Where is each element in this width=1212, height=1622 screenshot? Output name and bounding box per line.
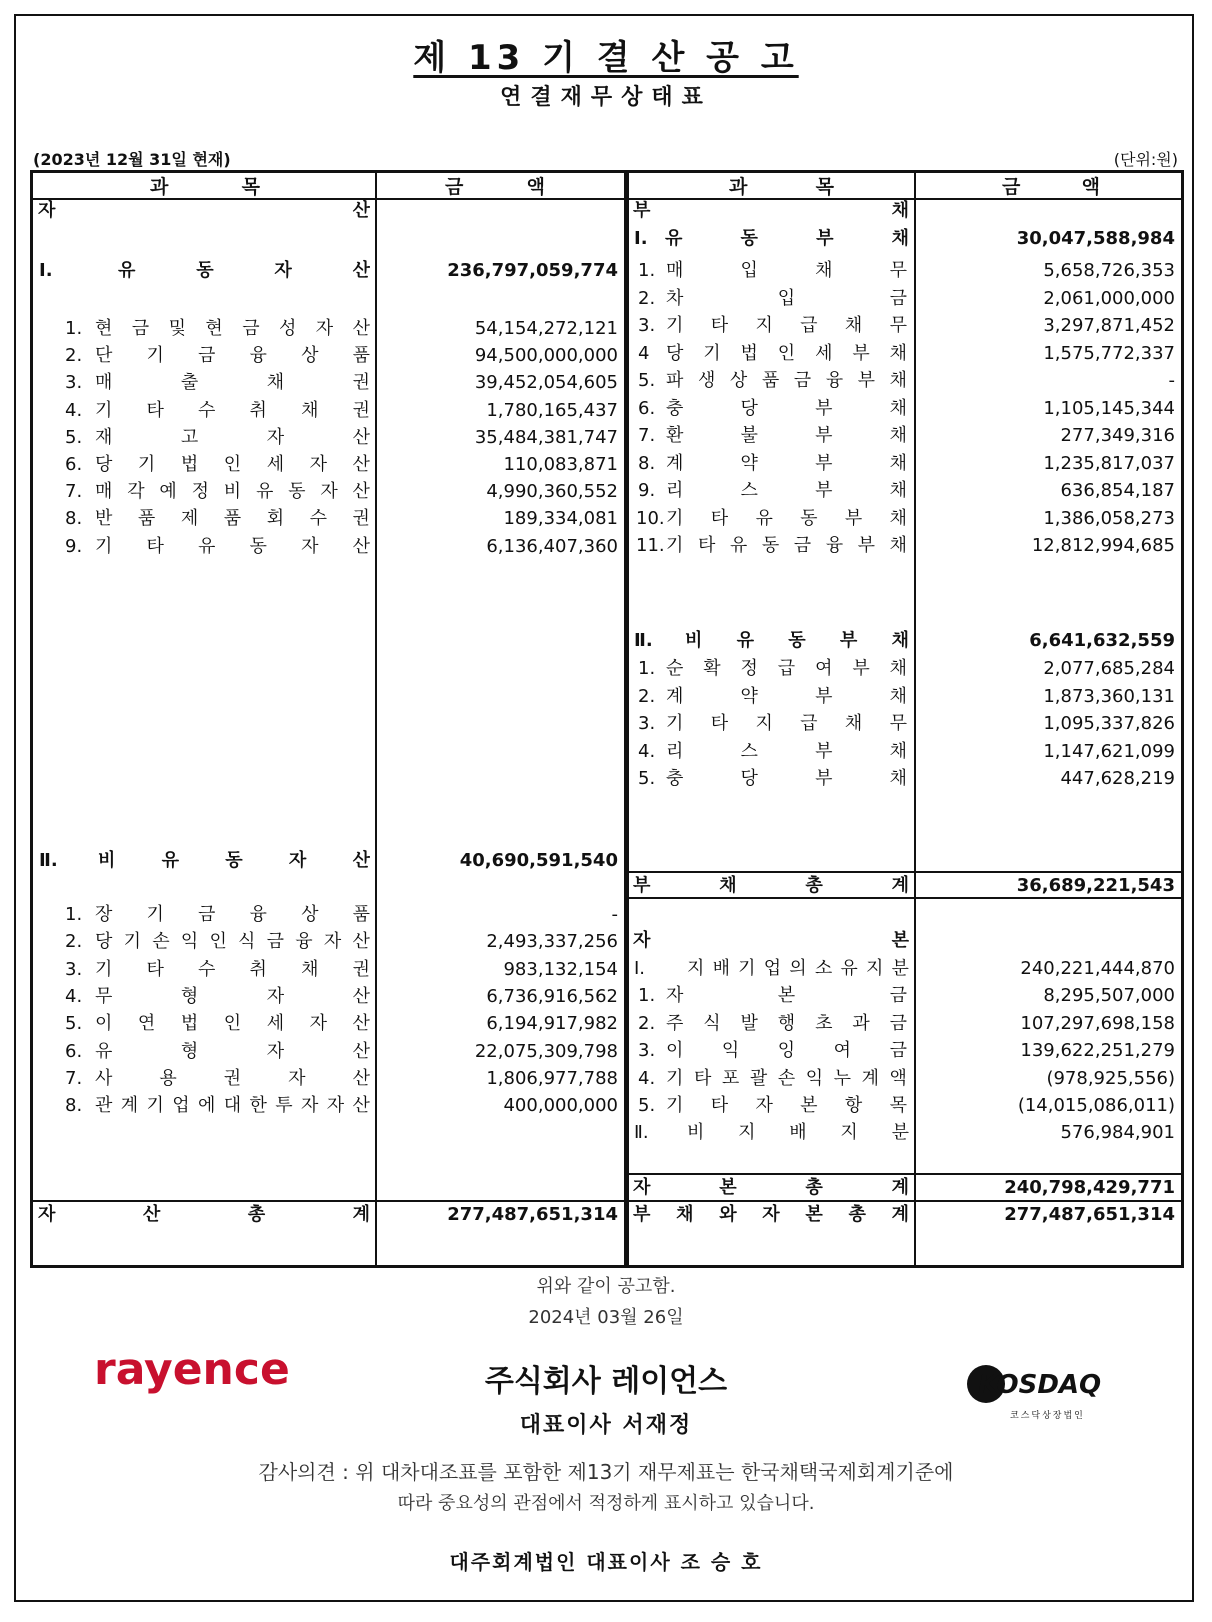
section-numeral: Ⅰ. <box>634 958 646 979</box>
row-label: 부 채 와 자 본 총 계 <box>633 1204 909 1225</box>
notice-title: 제 13 기 결 산 공 고 <box>413 38 799 78</box>
row-label: 비 지 배 지 분 <box>687 1122 909 1143</box>
amount-value: 22,075,309,798 <box>474 1040 618 1062</box>
header-amount: 금 액 <box>445 176 545 198</box>
amount-value: 35,484,381,747 <box>474 426 618 448</box>
amount-value: 5,658,726,353 <box>1043 260 1175 281</box>
row-number: 5. <box>638 768 656 789</box>
row-label: 자 본 금 <box>666 985 907 1006</box>
audit-opinion-line1: 감사의견 : 위 대차대조표를 포함한 제13기 재무제표는 한국채택국제회계기준에 <box>258 1460 954 1484</box>
row-label: 기 타 유 동 금 융 부 채 <box>666 535 907 556</box>
header-amount: 금 액 <box>1002 176 1100 198</box>
row-number: 8. <box>638 452 656 474</box>
amount-value: 447,628,219 <box>1060 768 1175 789</box>
row-label: 자 산 총 계 <box>38 1204 370 1225</box>
row-number: 6. <box>65 454 83 475</box>
row-number: 7. <box>65 481 83 503</box>
amount-value: 1,235,817,037 <box>1043 452 1175 474</box>
amount-value: 277,487,651,314 <box>1004 1204 1175 1225</box>
row-label: 매 입 채 무 <box>666 260 907 281</box>
auditor-signature: 대주회계법인 대표이사 조 승 호 <box>449 1550 763 1574</box>
row-label: 기 타 유 동 부 채 <box>666 507 907 529</box>
row-label: 리 스 부 채 <box>666 480 907 501</box>
amount-value: 54,154,272,121 <box>474 318 618 339</box>
amount-value: 636,854,187 <box>1060 480 1175 501</box>
row-number: 3. <box>65 958 83 980</box>
row-label: 무 형 자 산 <box>95 985 370 1007</box>
row-number: 5. <box>638 1095 656 1116</box>
company-name: 주식회사 레이언스 <box>484 1364 728 1399</box>
amount-value: 139,622,251,279 <box>1020 1040 1175 1061</box>
amount-value: 94,500,000,000 <box>474 345 618 367</box>
row-number: 4. <box>65 399 83 421</box>
row-label: 계 약 부 채 <box>666 452 907 474</box>
row-label: 기 타 수 취 채 권 <box>95 399 370 421</box>
as-of-date: (2023년 12월 31일 현재) <box>33 150 231 169</box>
row-label: 관 계 기 업 에 대 한 투 자 자 산 <box>95 1095 370 1117</box>
row-label: 기 타 유 동 자 산 <box>95 535 370 557</box>
row-number: 3. <box>638 1040 656 1061</box>
row-label: 부 채 <box>633 200 909 221</box>
amount-value: 983,132,154 <box>503 958 618 980</box>
row-label: 이 익 잉 여 금 <box>666 1040 907 1061</box>
row-label: 순 확 정 급 여 부 채 <box>666 658 907 679</box>
row-number: 11. <box>636 535 665 556</box>
row-label: 매 각 예 정 비 유 동 자 산 <box>95 481 370 503</box>
row-label: 자 본 <box>633 930 909 951</box>
section-numeral: Ⅱ. <box>634 630 653 651</box>
row-number: 9. <box>65 535 83 557</box>
row-number: 1. <box>638 260 656 281</box>
amount-value: 400,000,000 <box>503 1095 618 1117</box>
row-label: 부 채 총 계 <box>633 875 909 896</box>
row-number: 6. <box>638 397 656 419</box>
amount-value: 6,641,632,559 <box>1029 630 1175 651</box>
liabilities-equity-table <box>627 170 1184 1268</box>
amount-value: 1,806,977,788 <box>486 1067 618 1089</box>
amount-value: 2,061,000,000 <box>1043 287 1175 309</box>
row-number: 7. <box>65 1067 83 1089</box>
row-label: 유 형 자 산 <box>95 1040 370 1062</box>
section-numeral: Ⅱ. <box>39 850 58 871</box>
row-label: 계 약 부 채 <box>666 685 907 707</box>
row-label: 기 타 수 취 채 권 <box>95 958 370 980</box>
section-numeral: Ⅱ. <box>634 1122 649 1143</box>
statement-title: 연결재무상태표 <box>500 85 712 110</box>
row-number: 3. <box>638 713 656 734</box>
row-number: 3. <box>638 315 656 336</box>
amount-value: 277,487,651,314 <box>447 1204 618 1225</box>
header-item: 과 목 <box>729 176 834 198</box>
ceo-name: 대표이사 서재정 <box>519 1413 693 1438</box>
row-number: 2. <box>65 931 83 953</box>
row-label: 비 유 동 자 산 <box>98 850 370 871</box>
amount-value: 12,812,994,685 <box>1031 535 1175 556</box>
amount-value: 6,736,916,562 <box>486 985 618 1007</box>
row-label: 사 용 권 자 산 <box>95 1067 370 1089</box>
row-label: 충 당 부 채 <box>666 768 907 789</box>
amount-value: 6,136,407,360 <box>486 535 618 557</box>
row-label: 당 기 손 익 인 식 금 융 자 산 <box>95 931 370 953</box>
amount-value: 36,689,221,543 <box>1016 875 1175 896</box>
row-number: 1. <box>638 658 656 679</box>
row-number: 4. <box>638 1067 656 1089</box>
section-numeral: Ⅰ. <box>39 260 53 281</box>
row-number: 7. <box>638 425 656 446</box>
amount-value: 189,334,081 <box>503 508 618 530</box>
row-number: 4. <box>638 740 656 762</box>
row-label: 유 동 자 산 <box>118 260 370 281</box>
amount-value: 2,077,685,284 <box>1043 658 1175 679</box>
row-number: 2. <box>638 287 656 309</box>
amount-value: 110,083,871 <box>503 454 618 475</box>
row-number: 5. <box>65 426 83 448</box>
amount-value: 1,780,165,437 <box>486 399 618 421</box>
row-label: 차 입 금 <box>666 287 907 309</box>
amount-value: 2,493,337,256 <box>486 931 618 953</box>
row-label: 장 기 금 융 상 품 <box>95 904 370 925</box>
header-item: 과 목 <box>150 176 260 198</box>
row-label: 비 유 동 부 채 <box>685 630 909 651</box>
row-number: 3. <box>65 372 83 394</box>
assets-table <box>30 170 627 1268</box>
row-number: 4 <box>638 342 650 364</box>
amount-value: 277,349,316 <box>1060 425 1175 446</box>
unit-label: (단위:원) <box>1113 150 1178 169</box>
row-number: 2. <box>638 1012 656 1034</box>
row-number: 4. <box>65 985 83 1007</box>
row-label: 자 본 총 계 <box>633 1177 909 1198</box>
announcement-date: 2024년 03월 26일 <box>528 1307 684 1328</box>
amount-value: (14,015,086,011) <box>1017 1095 1175 1116</box>
row-number: 2. <box>65 345 83 367</box>
amount-value: 1,147,621,099 <box>1043 740 1175 762</box>
row-number: 1. <box>65 904 83 925</box>
amount-value: 4,990,360,552 <box>486 481 618 503</box>
amount-value: 30,047,588,984 <box>1016 228 1175 249</box>
row-label: 리 스 부 채 <box>666 740 907 762</box>
section-numeral: Ⅰ. <box>634 228 648 249</box>
row-label: 기 타 지 급 채 무 <box>666 713 907 734</box>
row-number: 6. <box>65 1040 83 1062</box>
amount-value: 6,194,917,982 <box>486 1013 618 1035</box>
row-label: 지 배 기 업 의 소 유 지 분 <box>687 958 909 979</box>
row-label: 매 출 채 권 <box>95 372 370 394</box>
amount-value: 1,386,058,273 <box>1043 507 1175 529</box>
row-label: 반 품 제 품 회 수 권 <box>95 508 370 530</box>
row-label: 기 타 포 괄 손 익 누 계 액 <box>666 1067 907 1089</box>
row-number: 2. <box>638 685 656 707</box>
amount-value: 40,690,591,540 <box>459 850 618 871</box>
row-label: 파 생 상 품 금 융 부 채 <box>666 370 907 391</box>
row-label: 자 산 <box>38 200 370 221</box>
row-number: 10. <box>636 507 665 529</box>
row-number: 1. <box>638 985 656 1006</box>
row-label: 유 동 부 채 <box>665 228 909 249</box>
amount-value: 1,873,360,131 <box>1043 685 1175 707</box>
amount-value: 240,221,444,870 <box>1020 958 1175 979</box>
amount-value: 236,797,059,774 <box>447 260 618 281</box>
amount-value: 1,105,145,344 <box>1043 397 1175 419</box>
row-number: 1. <box>65 318 83 339</box>
row-label: 충 당 부 채 <box>666 397 907 419</box>
amount-value: 39,452,054,605 <box>474 372 618 394</box>
amount-value: 107,297,698,158 <box>1020 1012 1175 1034</box>
row-number: 9. <box>638 480 656 501</box>
row-label: 현 금 및 현 금 성 자 산 <box>95 318 370 339</box>
row-label: 이 연 법 인 세 자 산 <box>95 1013 370 1035</box>
amount-value: 576,984,901 <box>1060 1122 1175 1143</box>
kosdaq-subtext: 코스닥상장법인 <box>1010 1411 1085 1421</box>
amount-value: 1,575,772,337 <box>1043 342 1175 364</box>
audit-opinion-line2: 따라 중요성의 관점에서 적정하게 표시하고 있습니다. <box>397 1493 815 1514</box>
row-number: 5. <box>638 370 656 391</box>
row-label: 기 타 지 급 채 무 <box>666 315 907 336</box>
row-label: 단 기 금 융 상 품 <box>95 345 370 367</box>
row-label: 환 불 부 채 <box>666 425 907 446</box>
amount-value: 240,798,429,771 <box>1004 1177 1175 1198</box>
kosdaq-wordmark: KOSDAQ <box>978 1370 1102 1400</box>
amount-value: 8,295,507,000 <box>1043 985 1175 1006</box>
row-label: 주 식 발 행 초 과 금 <box>666 1012 907 1034</box>
amount-value: 1,095,337,826 <box>1043 713 1175 734</box>
amount-value: - <box>1168 370 1175 391</box>
row-label: 재 고 자 산 <box>95 426 370 448</box>
row-label: 기 타 자 본 항 목 <box>666 1095 907 1116</box>
row-number: 8. <box>65 1095 83 1117</box>
row-number: 8. <box>65 508 83 530</box>
kosdaq-logo <box>964 1362 1124 1422</box>
row-label: 당 기 법 인 세 부 채 <box>666 342 907 364</box>
amount-value: 3,297,871,452 <box>1043 315 1175 336</box>
announcement: 위와 같이 공고함. <box>536 1276 676 1297</box>
amount-value: (978,925,556) <box>1046 1067 1175 1089</box>
row-label: 당 기 법 인 세 자 산 <box>95 454 370 475</box>
row-number: 5. <box>65 1013 83 1035</box>
amount-value: - <box>611 904 618 925</box>
rayence-logo: rayence <box>94 1344 290 1395</box>
